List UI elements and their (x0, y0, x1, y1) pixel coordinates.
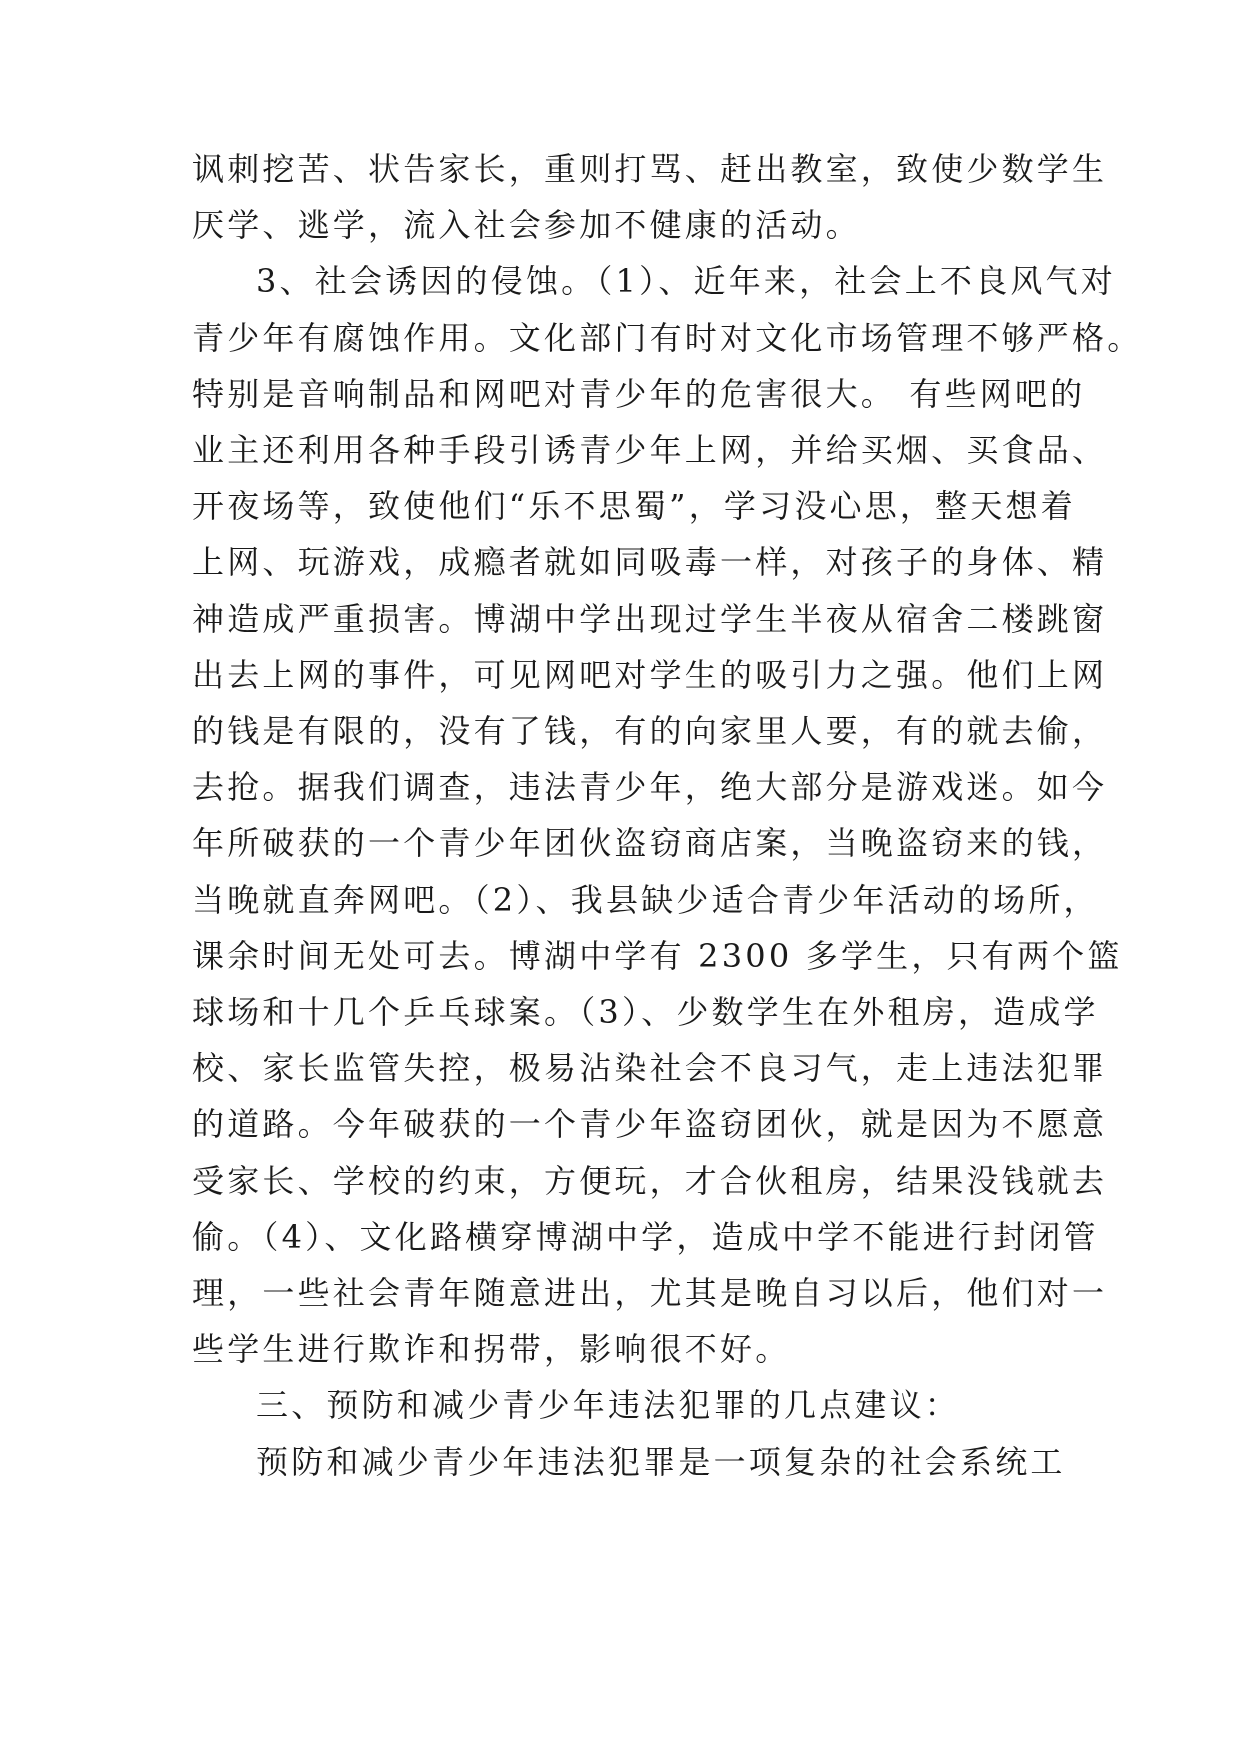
text-line: 些学生进行欺诈和拐带，影响很不好。 (192, 1330, 791, 1368)
text-line: 理，一些社会青年随意进出，尤其是晚自习以后，他们对一 (192, 1274, 1108, 1312)
text-line: 课余时间无处可去。博湖中学有 2300 多学生，只有两个篮 (192, 937, 1123, 975)
section-heading: 三、预防和减少青少年违法犯罪的几点建议： (256, 1386, 961, 1424)
text-line: 校、家长监管失控，极易沾染社会不良习气，走上违法犯罪 (192, 1049, 1108, 1087)
text-line: 去抢。据我们调查，违法青少年，绝大部分是游戏迷。如今 (192, 768, 1108, 806)
text-line: 业主还利用各种手段引诱青少年上网，并给买烟、买食品、 (192, 431, 1108, 469)
paragraph-start-line: 3、社会诱因的侵蚀。（1）、近年来，社会上不良风气对 (256, 262, 1116, 300)
text-line: 开夜场等，致使他们“乐不思蜀”，学习没心思，整天想着 (192, 487, 1076, 525)
text-line: 当晚就直奔网吧。（2）、我县缺少适合青少年活动的场所， (192, 881, 1099, 919)
text-line: 年所破获的一个青少年团伙盗窃商店案，当晚盗窃来的钱， (192, 824, 1108, 862)
text-line: 青少年有腐蚀作用。文化部门有时对文化市场管理不够严格。 (192, 319, 1143, 357)
text-line: 上网、玩游戏，成瘾者就如同吸毒一样，对孩子的身体、精 (192, 543, 1108, 581)
text-line: 球场和十几个乒乓球案。（3）、少数学生在外租房，造成学 (192, 993, 1099, 1031)
text-line: 出去上网的事件，可见网吧对学生的吸引力之强。他们上网 (192, 656, 1108, 694)
text-line: 厌学、逃学，流入社会参加不健康的活动。 (192, 206, 861, 244)
text-line: 神造成严重损害。博湖中学出现过学生半夜从宿舍二楼跳窗 (192, 600, 1108, 638)
text-line: 受家长、学校的约束，方便玩，才合伙租房，结果没钱就去 (192, 1162, 1108, 1200)
paragraph-start-line: 预防和减少青少年违法犯罪是一项复杂的社会系统工 (256, 1443, 1066, 1481)
text-line: 的道路。今年破获的一个青少年盗窃团伙，就是因为不愿意 (192, 1105, 1108, 1143)
text-line: 的钱是有限的，没有了钱，有的向家里人要，有的就去偷， (192, 712, 1108, 750)
text-line: 偷。（4）、文化路横穿博湖中学，造成中学不能进行封闭管 (192, 1218, 1099, 1256)
text-line: 讽刺挖苦、状告家长，重则打骂、赶出教室，致使少数学生 (192, 150, 1108, 188)
text-line: 特别是音响制品和网吧对青少年的危害很大。 有些网吧的 (192, 375, 1086, 413)
